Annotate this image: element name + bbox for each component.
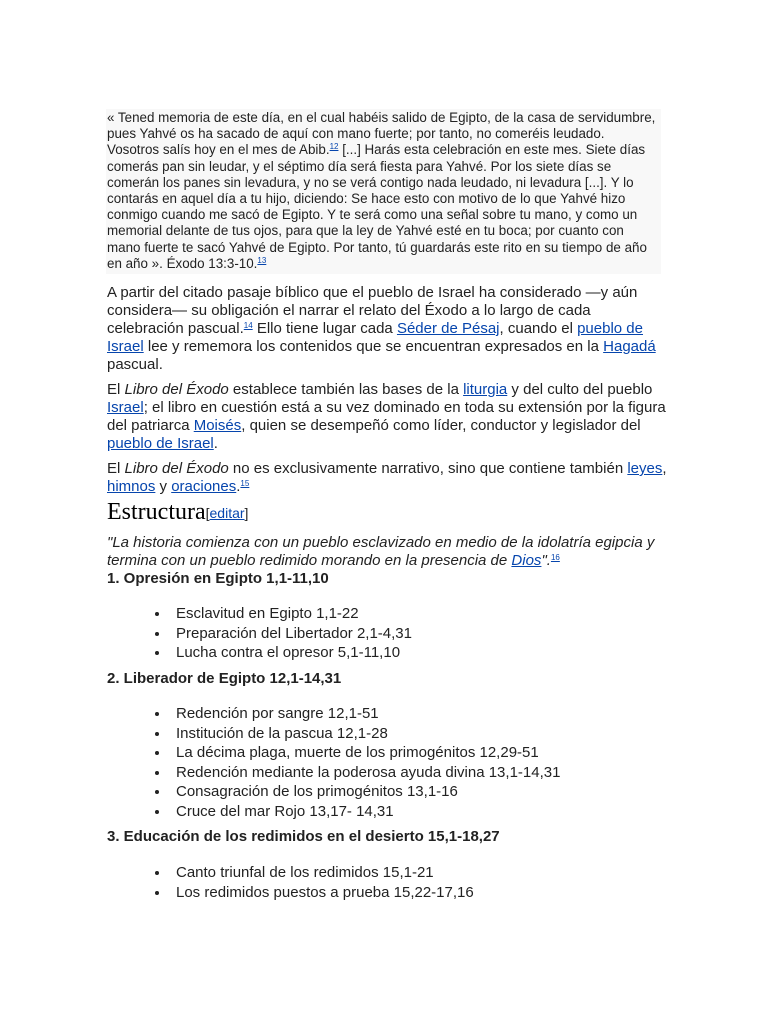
para-text: , quien se desempeñó como líder, conductor y legislador del: [241, 417, 641, 434]
footnote-link[interactable]: 14: [243, 321, 253, 330]
section-title-liberador: 2. Liberador de Egipto 12,1-14,31: [107, 670, 342, 687]
link-oraciones[interactable]: oraciones: [171, 478, 237, 495]
section-title-educacion: 3. Educación de los redimidos en el desierto 15,1-18,27: [107, 828, 500, 845]
link-seder-de-pesaj[interactable]: Séder de Pésaj: [396, 320, 500, 337]
exodus-quote-block: [106, 109, 661, 274]
para-text: y: [155, 478, 172, 495]
edit-bracket: [: [205, 505, 210, 521]
para-text: ; el libro en cuestión está a su vez dominado en toda su extensión por la figura del patriarca: [107, 399, 666, 434]
link-dios[interactable]: Dios: [511, 552, 542, 569]
link-liturgia[interactable]: liturgia: [463, 381, 508, 398]
para-text: , cuando el: [499, 320, 578, 337]
list-item: Los redimidos puestos a prueba 15,22-17,16: [152, 883, 474, 903]
para-text: A partir del citado pasaje bíblico que el pueblo de Israel ha considerado —y aún considera— su obligación el narrar el relato del Éxodo a lo largo de cada celebración pascual.: [107, 284, 638, 337]
intro-quote-text: "La historia comienza con un pueblo esclavizado en medio de la idolatría egipcia y termina con un pueblo redimido morando en la presencia de: [107, 534, 655, 569]
book-title: Libro del Éxodo: [124, 460, 229, 477]
link-pueblo-de-israel[interactable]: pueblo de Israel: [107, 435, 214, 452]
para-text: El: [107, 460, 125, 477]
edit-section: [206, 505, 249, 521]
section-list-liberador: [152, 704, 560, 821]
quote-text: [...] Harás esta celebración en este mes. Siete días comerás pan sin leudar, y el séptimo día será fiesta para Yahvé. Por los siete días se comerán los panes sin levadura, y no se verá contigo nada leudado, ni levadura [...]. Y lo contarás en aquel día a tu hijo, diciendo: Se hace esto con motivo de lo que Yahvé hizo conmigo cuando me sacó de Egipto. Y te será como una señal sobre tu mano, y como un memorial delante de tus ojos, para que la ley de Yahvé esté en tu boca; por cuanto con mano fuerte te sacó Yahvé de Egipto. Por tanto, tú guardarás este rito en su tiempo de año en año ». Éxodo 13:3-10.: [107, 142, 647, 271]
list-item: Esclavitud en Egipto 1,1-22: [152, 604, 412, 624]
para-text: ,: [662, 460, 667, 477]
link-hagada[interactable]: Hagadá: [603, 338, 656, 355]
list-item: Institución de la pascua 12,1-28: [152, 724, 560, 744]
list-item: Redención por sangre 12,1-51: [152, 704, 560, 724]
paragraph-contenido: [107, 460, 667, 496]
list-item: Lucha contra el opresor 5,1-11,10: [152, 643, 412, 663]
link-leyes[interactable]: leyes: [627, 460, 663, 477]
para-text: El: [107, 381, 125, 398]
section-list-educacion: [152, 863, 474, 902]
heading-title: Estructura: [107, 499, 206, 525]
intro-quote: [107, 534, 667, 570]
para-text: pascual.: [107, 356, 163, 373]
list-item: Preparación del Libertador 2,1-4,31: [152, 624, 412, 644]
para-text: Ello tiene lugar cada: [252, 320, 397, 337]
footnote-ref-16[interactable]: [551, 553, 560, 562]
link-pueblo-de-israel[interactable]: pueblo de Israel: [107, 320, 643, 355]
footnote-link[interactable]: 16: [550, 553, 560, 562]
link-moises[interactable]: Moisés: [193, 417, 242, 434]
link-israel[interactable]: Israel: [107, 399, 144, 416]
para-text: .: [213, 435, 218, 452]
footnote-link[interactable]: 13: [257, 255, 267, 265]
intro-quote-text: ".: [541, 552, 551, 569]
footnote-ref-15[interactable]: [240, 479, 249, 488]
book-title: Libro del Éxodo: [124, 381, 229, 398]
list-item: La décima plaga, muerte de los primogénitos 12,29-51: [152, 743, 560, 763]
paragraph-pascual: [107, 284, 667, 374]
footnote-ref-14[interactable]: [244, 321, 253, 330]
edit-link[interactable]: editar: [209, 505, 245, 521]
list-item: Canto triunfal de los redimidos 15,1-21: [152, 863, 474, 883]
para-text: y del culto del pueblo: [507, 381, 653, 398]
para-text: establece también las bases de la: [228, 381, 464, 398]
section-title-opresion: 1. Opresión en Egipto 1,1-11,10: [107, 570, 329, 587]
section-list-opresion: [152, 604, 412, 663]
paragraph-liturgia: [107, 381, 667, 453]
list-item: Cruce del mar Rojo 13,17- 14,31: [152, 802, 560, 822]
para-text: no es exclusivamente narrativo, sino que contiene también: [228, 460, 628, 477]
edit-bracket: ]: [244, 505, 249, 521]
list-item: Consagración de los primogénitos 13,1-16: [152, 782, 560, 802]
footnote-link[interactable]: 12: [329, 142, 339, 152]
section-heading-estructura: [107, 497, 248, 528]
footnote-link[interactable]: 15: [240, 479, 250, 488]
list-item: Redención mediante la poderosa ayuda divina 13,1-14,31: [152, 763, 560, 783]
link-himnos[interactable]: himnos: [107, 478, 156, 495]
footnote-ref-13[interactable]: [257, 256, 266, 265]
para-text: .: [236, 478, 241, 495]
quote-text: « Tened memoria de este día, en el cual habéis salido de Egipto, de la casa de servidumbre, pues Yahvé os ha sacado de aquí con mano fuerte; por tanto, no comeréis leudado. Vosotros salís hoy en el mes de Abib.: [107, 110, 656, 158]
para-text: lee y rememora los contenidos que se encuentran expresados en la: [143, 338, 604, 355]
